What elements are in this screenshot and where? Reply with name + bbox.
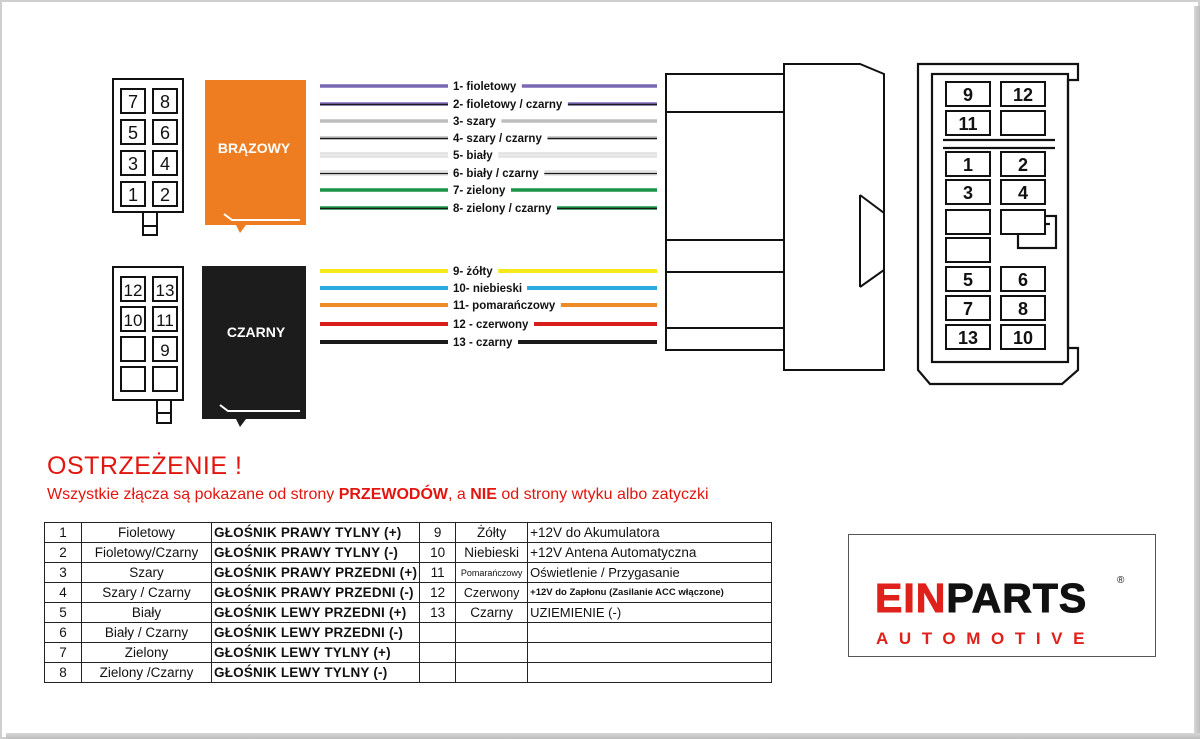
warning-bold-not: NIE bbox=[470, 486, 497, 503]
einparts-logo bbox=[848, 534, 1156, 657]
pin-number: 8 bbox=[45, 663, 82, 683]
logo-registered-mark: ® bbox=[1117, 575, 1125, 586]
pin-number: 1 bbox=[45, 523, 82, 543]
wire-color: Biały / Czarny bbox=[82, 623, 212, 643]
wire-10 bbox=[320, 280, 657, 296]
iso-pin-number: 9 bbox=[962, 85, 974, 105]
pin-number-2 bbox=[420, 663, 456, 683]
pin-function: GŁOŚNIK LEWY PRZEDNI (-) bbox=[212, 623, 420, 643]
iso-connector-face bbox=[918, 64, 1078, 384]
warning-title: OSTRZEŻENIE ! bbox=[47, 452, 243, 480]
pin-function: GŁOŚNIK PRAWY TYLNY (-) bbox=[212, 543, 420, 563]
pin-function-2 bbox=[528, 663, 772, 683]
pin-number-2 bbox=[420, 643, 456, 663]
iso-pin-number: 8 bbox=[1017, 299, 1029, 319]
wire-label: 5- biały bbox=[453, 150, 493, 162]
pin-number: 2 bbox=[45, 543, 82, 563]
iso-pin-number: 6 bbox=[1017, 270, 1029, 290]
black-connector-label: CZARNY bbox=[226, 324, 286, 340]
wire-1 bbox=[320, 78, 657, 94]
wire-11 bbox=[320, 297, 657, 313]
pin-function: GŁOŚNIK LEWY PRZEDNI (+) bbox=[212, 603, 420, 623]
pin-number: 3 bbox=[45, 563, 82, 583]
wire-color: Zielony /Czarny bbox=[82, 663, 212, 683]
pin-function-2 bbox=[528, 643, 772, 663]
black-pin-number: 11 bbox=[156, 311, 174, 330]
table-row bbox=[45, 603, 772, 623]
iso-pin-number: 7 bbox=[962, 299, 974, 319]
pin-function: GŁOŚNIK LEWY TYLNY (-) bbox=[212, 663, 420, 683]
pin-function: GŁOŚNIK PRAWY PRZEDNI (+) bbox=[212, 563, 420, 583]
wire-color-2: Czerwony bbox=[456, 583, 528, 603]
wire-color: Zielony bbox=[82, 643, 212, 663]
black-pin-number: 10 bbox=[123, 311, 143, 330]
table-row bbox=[45, 543, 772, 563]
wire-label: 3- szary bbox=[453, 116, 496, 128]
wire-label: 10- niebieski bbox=[453, 283, 523, 295]
pin-number-2 bbox=[420, 623, 456, 643]
pin-function-2: +12V do Zapłonu (Zasilanie ACC włączone) bbox=[528, 583, 772, 603]
iso-pin-cell bbox=[946, 210, 990, 234]
wire-bundle bbox=[320, 78, 657, 350]
car-plug-side-view bbox=[666, 64, 884, 370]
brown-pin-number: 6 bbox=[159, 123, 171, 143]
wire-5 bbox=[320, 147, 657, 163]
pinout-table bbox=[44, 522, 772, 683]
black-pin-cell bbox=[121, 367, 145, 391]
warning-text: Wszystkie złącza są pokazane od strony PRZEWODÓW, a NIE od strony wtyku albo zatyczki bbox=[47, 486, 709, 503]
pin-function-2: +12V do Akumulatora bbox=[528, 523, 772, 543]
logo-subtitle: AUTOMOTIVE bbox=[876, 629, 1096, 648]
wire-label: 1- fioletowy bbox=[453, 81, 517, 93]
table-row bbox=[45, 643, 772, 663]
table-row bbox=[45, 523, 772, 543]
wire-color: Fioletowy bbox=[82, 523, 212, 543]
brown-pin-number: 8 bbox=[159, 92, 171, 112]
table-row bbox=[45, 583, 772, 603]
iso-pin-cell bbox=[946, 238, 990, 262]
iso-pin-number: 10 bbox=[1012, 328, 1034, 348]
brown-pin-number: 7 bbox=[127, 92, 139, 112]
wire-color-2: Żółty bbox=[456, 523, 528, 543]
wire-color: Szary / Czarny bbox=[82, 583, 212, 603]
wire-color-2 bbox=[456, 623, 528, 643]
wire-8 bbox=[320, 200, 657, 216]
black-pin-number: 9 bbox=[160, 341, 170, 360]
black-pin-cell bbox=[121, 337, 145, 361]
iso-pin-number: 11 bbox=[958, 114, 978, 134]
pin-number-2: 9 bbox=[420, 523, 456, 543]
pin-function: GŁOŚNIK PRAWY TYLNY (+) bbox=[212, 523, 420, 543]
wire-label: 6- biały / czarny bbox=[453, 168, 539, 180]
pin-number-2: 11 bbox=[420, 563, 456, 583]
wire-label: 4- szary / czarny bbox=[453, 133, 542, 145]
pin-function-2: Oświetlenie / Przygasanie bbox=[528, 563, 772, 583]
wire-label: 7- zielony bbox=[453, 185, 506, 197]
pin-number-2: 12 bbox=[420, 583, 456, 603]
wire-color: Fioletowy/Czarny bbox=[82, 543, 212, 563]
black-pin-number: 12 bbox=[123, 281, 143, 300]
wire-color-2: Niebieski bbox=[456, 543, 528, 563]
wire-label: 9- żółty bbox=[453, 266, 493, 278]
wire-7 bbox=[320, 182, 657, 198]
iso-pin-number: 1 bbox=[962, 155, 974, 175]
brown-pin-number: 3 bbox=[127, 154, 139, 174]
pin-function-2 bbox=[528, 623, 772, 643]
iso-pin-number: 2 bbox=[1017, 155, 1029, 175]
iso-pin-number: 4 bbox=[1017, 183, 1029, 203]
table-row bbox=[45, 563, 772, 583]
pin-function: GŁOŚNIK PRAWY PRZEDNI (-) bbox=[212, 583, 420, 603]
logo-wordmark: EINPARTS bbox=[875, 575, 1088, 621]
wire-9 bbox=[320, 263, 657, 279]
brown-pin-number: 5 bbox=[127, 123, 139, 143]
warning-bold-wires: PRZEWODÓW bbox=[338, 486, 449, 503]
brown-pin-number: 1 bbox=[127, 185, 139, 205]
wire-12 bbox=[320, 316, 657, 332]
iso-pin-number: 13 bbox=[957, 328, 979, 348]
wire-label: 13 - czarny bbox=[453, 337, 513, 349]
pin-number-2: 13 bbox=[420, 603, 456, 623]
wire-label: 2- fioletowy / czarny bbox=[453, 99, 563, 111]
wire-3 bbox=[320, 113, 657, 129]
iso-pin-number: 3 bbox=[962, 183, 974, 203]
wire-color-2: Pomarańczowy bbox=[456, 563, 528, 583]
wire-color-2 bbox=[456, 643, 528, 663]
iso-pin-number: 12 bbox=[1012, 85, 1034, 105]
brown-pin-number: 4 bbox=[159, 154, 171, 174]
wire-color: Szary bbox=[82, 563, 212, 583]
brown-connector-label: BRĄZOWY bbox=[217, 140, 291, 156]
wire-color: Biały bbox=[82, 603, 212, 623]
pin-number: 4 bbox=[45, 583, 82, 603]
brown-connector-body bbox=[205, 80, 306, 233]
wire-6 bbox=[320, 165, 657, 181]
wire-13 bbox=[320, 334, 657, 350]
iso-pin-cell bbox=[1001, 210, 1045, 234]
table-row bbox=[45, 663, 772, 683]
pin-function: GŁOŚNIK LEWY TYLNY (+) bbox=[212, 643, 420, 663]
iso-pin-cell bbox=[1001, 111, 1045, 135]
pin-number: 5 bbox=[45, 603, 82, 623]
wire-label: 12 - czerwony bbox=[453, 319, 529, 331]
black-pin-cell bbox=[153, 367, 177, 391]
pin-number: 7 bbox=[45, 643, 82, 663]
wire-label: 11- pomarańczowy bbox=[453, 300, 556, 312]
wire-label: 8- zielony / czarny bbox=[453, 203, 552, 215]
iso-pin-number: 5 bbox=[962, 270, 974, 290]
wire-4 bbox=[320, 130, 657, 146]
black-pin-number: 13 bbox=[155, 281, 175, 300]
brown-pin-number: 2 bbox=[159, 185, 171, 205]
pin-number: 6 bbox=[45, 623, 82, 643]
frame-shadow-bottom bbox=[6, 733, 1200, 739]
table-row bbox=[45, 623, 772, 643]
wire-2 bbox=[320, 96, 657, 112]
wire-color-2 bbox=[456, 663, 528, 683]
pin-function-2: +12V Antena Automatyczna bbox=[528, 543, 772, 563]
pin-function-2: UZIEMIENIE (-) bbox=[528, 603, 772, 623]
wire-color-2: Czarny bbox=[456, 603, 528, 623]
pin-number-2: 10 bbox=[420, 543, 456, 563]
black-connector-body bbox=[202, 266, 306, 427]
